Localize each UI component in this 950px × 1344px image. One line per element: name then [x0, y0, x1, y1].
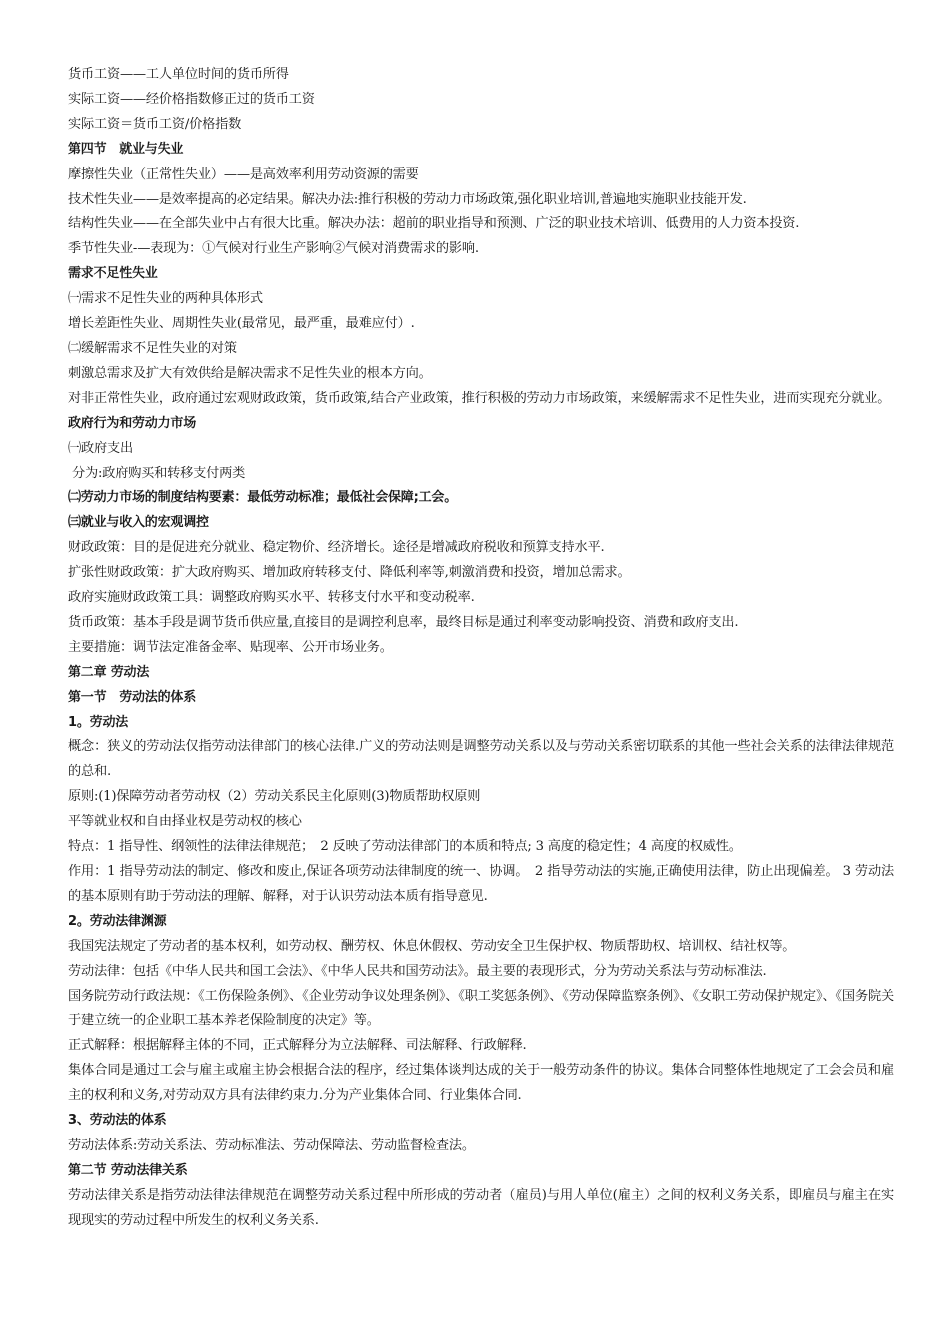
text-line: 财政政策：目的是促进充分就业、稳定物价、经济增长。途径是增减政府税收和预算支持水平. — [68, 540, 605, 556]
text-line: 正式解释：根据解释主体的不同，正式解释分为立法解释、司法解释、行政解释. — [68, 1038, 527, 1054]
text-line: 我国宪法规定了劳动者的基本权利，如劳动权、酬劳权、休息休假权、劳动安全卫生保护权、物质帮助权、培训权、结社权等。 — [68, 938, 796, 954]
section-heading: 第一节 劳动法的体系 — [68, 689, 197, 705]
text-line: 扩张性财政政策：扩大政府购买、增加政府转移支付、降低利率等,刺激消费和投资，增加总需求。 — [68, 565, 631, 581]
text-line: 平等就业权和自由择业权是劳动权的核心 — [68, 814, 302, 830]
text-line: ㈠政府支出 — [68, 440, 133, 456]
text-paragraph: 劳动法律关系是指劳动法律法律规范在调整劳动关系过程中所形成的劳动者（雇员)与用人单位(雇主）之间的权利义务关系，即雇员与雇主在实现现实的劳动过程中所发生的权利义务关系. — [68, 1187, 894, 1228]
text-line: 货币政策：基本手段是调节货币供应量,直接目的是调控利息率，最终目标是通过利率变动影响投资、消费和政府支出. — [68, 614, 739, 630]
text-line: 政府实施财政政策工具：调整政府购买水平、转移支付水平和变动税率. — [68, 590, 475, 606]
text-line: ㈡缓解需求不足性失业的对策 — [68, 340, 237, 356]
text-line: 增长差距性失业、周期性失业(最常见，最严重，最难应付）. — [68, 316, 415, 332]
text-line: 实际工资——经价格指数修正过的货币工资 — [68, 91, 315, 107]
text-line: 技术性失业——是效率提高的必定结果。解决办法:推行积极的劳动力市场政策,强化职业培训,普遍地实施职业技能开发. — [68, 191, 747, 207]
subsection-heading: 1。劳动法 — [68, 714, 129, 730]
chapter-heading: 第二章 劳动法 — [68, 664, 150, 680]
section-heading: 第二节 劳动法律关系 — [68, 1162, 188, 1178]
section-heading: 政府行为和劳动力市场 — [68, 415, 197, 431]
subsection-heading: 3、劳动法的体系 — [68, 1113, 167, 1129]
section-heading: ㈢就业与收入的宏观调控 — [68, 515, 209, 531]
text-line: 货币工资——工人单位时间的货币所得 — [68, 67, 289, 82]
text-line: 劳动法律：包括《中华人民共和国工会法》、《中华人民共和国劳动法》。最主要的表现形式，分为劳动关系法与劳动标准法. — [68, 963, 767, 979]
text-paragraph: 集体合同是通过工会与雇主或雇主协会根据合法的程序，经过集体谈判达成的关于一般劳动条件的协议。集体合同整体性地规定了工会会员和雇主的权利和义务,对劳动双方具有法律约束力.分为产业集体合同、行业集体合同. — [68, 1063, 894, 1104]
text-line: 特点：1 指导性、纲领性的法律法律规范； 2 反映了劳动法律部门的本质和特点; 3 高度的稳定性；4 高度的权威性。 — [68, 839, 742, 855]
text-paragraph: 对非正常性失业，政府通过宏观财政政策，货币政策,结合产业政策，推行积极的劳动力市场政策，来缓解需求不足性失业，进而实现充分就业。 — [68, 390, 891, 406]
document-page — [68, 63, 894, 1234]
text-paragraph: 作用：1 指导劳动法的制定、修改和废止,保证各项劳动法律制度的统一、协调。 2 指导劳动法的实施,正确使用法律，防止出现偏差。 3 劳动法的基本原则有助于劳动法的理解、解释，对于认识劳动法本质有指导意见. — [68, 864, 894, 904]
text-paragraph: 国务院劳动行政法规：《工伤保险条例》、《企业劳动争议处理条例》、《职工奖惩条例》、《劳动保障监察条例》、《女职工劳动保护规定》、《国务院关于建立统一的企业职工基本养老保险制度的决定》等。 — [68, 988, 894, 1029]
text-line: 劳动法体系:劳动关系法、劳动标准法、劳动保障法、劳动监督检查法。 — [68, 1137, 475, 1153]
text-line: 刺激总需求及扩大有效供给是解决需求不足性失业的根本方向。 — [68, 365, 432, 381]
subsection-heading: 2。劳动法律渊源 — [68, 913, 167, 929]
text-line: 季节性失业-—表现为：①气候对行业生产影响②气候对消费需求的影响. — [68, 241, 479, 257]
text-line: 摩擦性失业（正常性失业）——是高效率利用劳动资源的需要 — [68, 166, 419, 182]
text-line: 结构性失业——在全部失业中占有很大比重。解决办法：超前的职业指导和预测、广泛的职业技术培训、低费用的人力资本投资. — [68, 216, 800, 232]
section-heading: 需求不足性失业 — [68, 266, 158, 282]
text-line: 分为:政府购买和转移支付两类 — [72, 465, 246, 481]
text-line: ㈠需求不足性失业的两种具体形式 — [68, 291, 263, 307]
text-paragraph: 概念：狭义的劳动法仅指劳动法律部门的核心法律.广义的劳动法则是调整劳动关系以及与劳动关系密切联系的其他一些社会关系的法律法律规范的总和. — [68, 739, 894, 780]
text-line: 实际工资＝货币工资/价格指数 — [68, 116, 242, 132]
section-heading: ㈡劳动力市场的制度结构要素：最低劳动标准；最低社会保障;工会。 — [68, 490, 457, 506]
section-heading: 第四节 就业与失业 — [68, 141, 184, 157]
text-line: 主要措施：调节法定准备金率、贴现率、公开市场业务。 — [68, 639, 393, 655]
text-line: 原则:(1)保障劳动者劳动权（2）劳动关系民主化原则(3)物质帮助权原则 — [68, 789, 481, 805]
